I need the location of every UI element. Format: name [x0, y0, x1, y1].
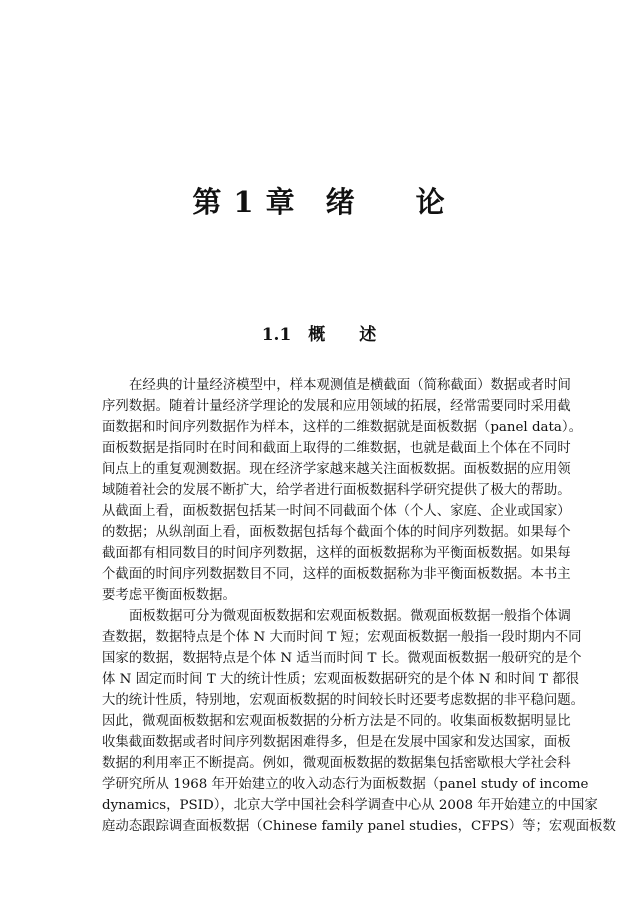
- text-line: 因此，微观面板数据和宏观面板数据的分析方法是不同的。收集面板数据明显比: [102, 714, 571, 729]
- text-line: 庭动态跟踪调查面板数据（Chinese family panel studies，CFPS）等；宏观面板数: [102, 819, 616, 834]
- text-line: 间点上的重复观测数据。现在经济学家越来越关注面板数据。面板数据的应用领: [102, 462, 571, 477]
- text-line: dynamics，PSID），北京大学中国社会科学调查中心从 2008 年开始建立的中国家: [102, 798, 598, 813]
- text-line: 大的统计性质，特别地，宏观面板数据的时间较长时还要考虑数据的非平稳问题。: [102, 693, 585, 708]
- text-line: 从截面上看，面板数据包括某一时间不同截面个体（个人、家庭、企业或国家）: [102, 504, 571, 519]
- text-line: 面板数据是指同时在时间和截面上取得的二维数据，也就是截面上个体在不同时: [102, 441, 571, 456]
- text-line: 截面都有相同数目的时间序列数据，这样的面板数据称为平衡面板数据。如果每: [102, 546, 571, 561]
- body-text: [102, 375, 616, 837]
- text-line: 体 N 固定而时间 T 大的统计性质；宏观面板数据研究的是个体 N 和时间 T 都很: [102, 672, 580, 687]
- text-line: 查数据，数据特点是个体 N 大而时间 T 短；宏观面板数据一般指一段时期内不同: [102, 630, 582, 645]
- text-line: 国家的数据，数据特点是个体 N 适当而时间 T 长。微观面板数据一般研究的是个: [102, 651, 582, 666]
- text-line: 学研究所从 1968 年开始建立的收入动态行为面板数据（panel study of income: [102, 777, 589, 792]
- text-line: 在经典的计量经济模型中，样本观测值是横截面（简称截面）数据或者时间: [129, 378, 571, 393]
- text-line: 数据的利用率正不断提高。例如，微观面板数据的数据集包括密歇根大学社会科: [102, 756, 571, 771]
- chapter-title: 第 1 章 绪 论: [192, 185, 446, 219]
- text-line: 的数据；从纵剖面上看，面板数据包括每个截面个体的时间序列数据。如果每个: [102, 525, 571, 540]
- text-line: 面板数据可分为微观面板数据和宏观面板数据。微观面板数据一般指个体调: [129, 609, 571, 624]
- text-line: 收集截面数据或者时间序列数据困难得多，但是在发展中国家和发达国家，面板: [102, 735, 571, 750]
- text-line: 域随着社会的发展不断扩大，给学者进行面板数据科学研究提供了极大的帮助。: [102, 483, 571, 498]
- text-line: 序列数据。随着计量经济学理论的发展和应用领域的拓展，经常需要同时采用截: [102, 399, 571, 414]
- text-line: 个截面的时间序列数据数目不同，这样的面板数据称为非平衡面板数据。本书主: [102, 567, 571, 582]
- text-line: 要考虑平衡面板数据。: [102, 588, 236, 603]
- section-title: 1.1 概 述: [261, 325, 377, 345]
- text-line: 面数据和时间序列数据作为样本，这样的二维数据就是面板数据（panel data）。: [102, 420, 582, 435]
